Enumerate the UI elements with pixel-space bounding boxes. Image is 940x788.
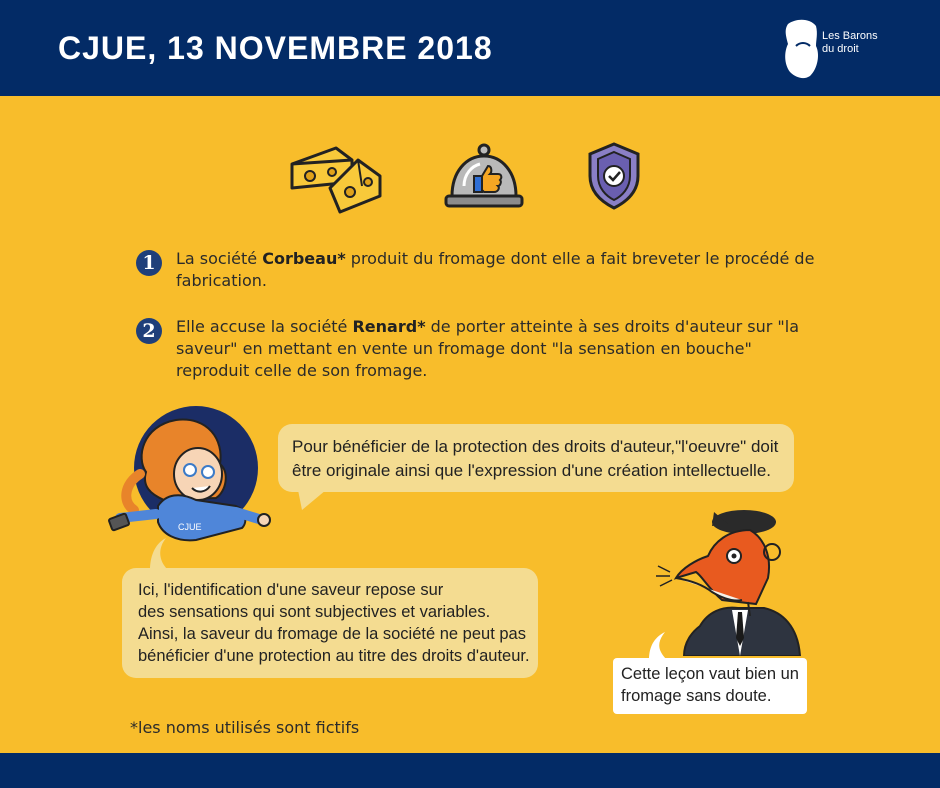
logo-line-2: du droit bbox=[822, 43, 859, 55]
page-title: CJUE, 13 NOVEMBRE 2018 bbox=[58, 30, 493, 66]
company-name-renard: Renard* bbox=[352, 317, 426, 336]
barons-du-droit-logo bbox=[782, 18, 912, 80]
cloche-thumbs-up-icon bbox=[444, 142, 524, 210]
bubble-tail bbox=[647, 632, 669, 660]
header-bar bbox=[0, 0, 940, 96]
shield-check-icon bbox=[584, 140, 644, 212]
bubble-middle-text bbox=[138, 579, 534, 667]
speech-bubble-middle bbox=[122, 568, 538, 678]
cheese-icon bbox=[288, 142, 382, 216]
point-text-1: La société Corbeau* produit du fromage dont elle a fait breveter le procédé de fabrication. bbox=[176, 249, 815, 290]
bubble-fox-text: Cette leçon vaut bien un fromage sans doute. bbox=[621, 665, 799, 705]
speech-bubble-top bbox=[278, 424, 794, 492]
icon-row bbox=[280, 140, 660, 220]
fox-character-illustration bbox=[652, 508, 808, 656]
bubble-middle-line-4: bénéficier d'une protection au titre des droits d'auteur. bbox=[138, 647, 530, 665]
fact-point-2 bbox=[136, 318, 816, 388]
fact-point-1 bbox=[136, 250, 816, 300]
bubble-middle-line-2: des sensations qui sont subjectives et variables. bbox=[138, 603, 491, 621]
footer-bar bbox=[0, 753, 940, 788]
footnote: *les noms utilisés sont fictifs bbox=[130, 718, 360, 737]
point-number-2: 2 bbox=[136, 318, 162, 344]
bubble-middle-line-1: Ici, l'identification d'une saveur repose sur bbox=[138, 581, 444, 599]
logo-line-1: Les Barons bbox=[822, 30, 878, 42]
shirt-text: CJUE bbox=[178, 522, 202, 532]
bubble-middle-line-3: Ainsi, la saveur du fromage de la société ne peut pas bbox=[138, 625, 526, 643]
bubble-top-text: Pour bénéficier de la protection des droits d'auteur,"l'oeuvre" doit être originale ainsi que l'expression d'une création intellectuelle. bbox=[292, 437, 779, 480]
bubble-tail bbox=[146, 538, 170, 570]
bubble-tail bbox=[298, 490, 328, 512]
beard-logo-icon bbox=[782, 18, 822, 80]
company-name-corbeau: Corbeau* bbox=[262, 249, 346, 268]
logo-text bbox=[822, 30, 878, 56]
point-text-2: Elle accuse la société Renard* de porter atteinte à ses droits d'auteur sur "la saveur" en mettant en vente un fromage dont "la sensation en bouche" reproduit celle de son fromage. bbox=[176, 317, 799, 380]
point-number-1: 1 bbox=[136, 250, 162, 276]
girl-character-illustration bbox=[106, 402, 276, 562]
speech-bubble-fox bbox=[613, 658, 807, 714]
